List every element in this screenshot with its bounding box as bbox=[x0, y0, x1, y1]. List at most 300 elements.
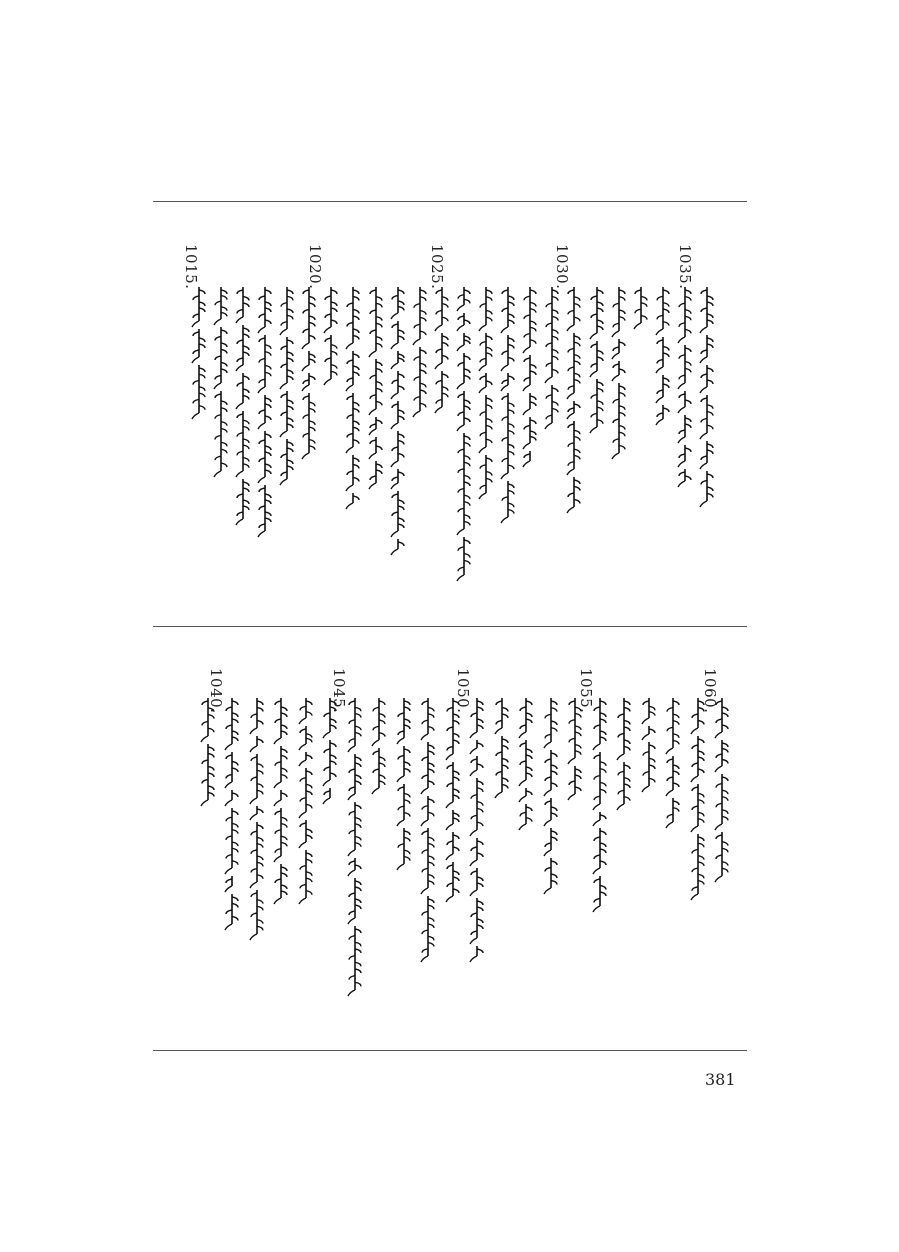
script-word bbox=[700, 365, 713, 393]
script-word bbox=[715, 740, 728, 772]
line-number-1030: 1030. bbox=[553, 244, 571, 290]
script-word bbox=[523, 393, 536, 415]
script-word bbox=[369, 359, 382, 415]
script-word bbox=[201, 698, 214, 742]
script-glyphs bbox=[297, 694, 315, 912]
script-word bbox=[612, 383, 625, 459]
script-word bbox=[457, 333, 470, 351]
script-word bbox=[391, 491, 404, 537]
verse-line bbox=[499, 283, 517, 531]
verse-line bbox=[632, 283, 650, 337]
line-number-1050: 1050. bbox=[454, 668, 472, 714]
script-word bbox=[567, 333, 580, 399]
script-word bbox=[470, 740, 483, 754]
script-word bbox=[225, 752, 238, 788]
script-word bbox=[250, 822, 263, 888]
script-word bbox=[250, 736, 263, 752]
line-number-1025: 1025. bbox=[428, 244, 446, 290]
middle-rule bbox=[153, 626, 747, 627]
script-word bbox=[225, 698, 238, 750]
script-word bbox=[413, 287, 426, 345]
script-word bbox=[495, 698, 508, 734]
script-glyphs bbox=[389, 283, 407, 563]
script-word bbox=[470, 838, 483, 866]
verse-line bbox=[199, 694, 217, 814]
script-word bbox=[457, 353, 470, 389]
script-word bbox=[258, 335, 271, 393]
script-word bbox=[324, 335, 337, 385]
script-word bbox=[567, 421, 580, 475]
verse-line bbox=[455, 283, 473, 589]
line-number-1045: 1045. bbox=[330, 668, 348, 714]
script-glyphs bbox=[521, 283, 539, 475]
script-word bbox=[258, 287, 271, 333]
script-glyphs bbox=[300, 283, 318, 467]
script-word bbox=[346, 455, 359, 491]
script-word bbox=[568, 698, 581, 764]
script-word bbox=[678, 445, 691, 467]
script-word bbox=[612, 339, 625, 359]
script-glyphs bbox=[321, 694, 339, 812]
script-word bbox=[715, 698, 728, 738]
script-word bbox=[236, 479, 249, 525]
script-word bbox=[421, 828, 434, 894]
verse-line bbox=[419, 694, 437, 970]
verse-line bbox=[591, 694, 609, 920]
script-glyphs bbox=[256, 283, 274, 545]
bottom-rule bbox=[153, 1050, 747, 1051]
script-word bbox=[593, 698, 606, 750]
script-word bbox=[678, 415, 691, 443]
script-word bbox=[501, 481, 514, 523]
script-word bbox=[501, 393, 514, 479]
script-glyphs bbox=[517, 694, 535, 838]
verse-line bbox=[615, 694, 633, 818]
script-word bbox=[323, 788, 330, 804]
script-word bbox=[348, 698, 361, 752]
script-word bbox=[250, 890, 263, 940]
script-word bbox=[446, 810, 459, 830]
script-glyphs bbox=[433, 283, 451, 421]
script-word bbox=[700, 441, 713, 469]
verse-line bbox=[664, 694, 682, 836]
script-glyphs bbox=[542, 694, 560, 902]
script-word bbox=[617, 698, 630, 760]
script-glyphs bbox=[370, 694, 388, 802]
script-word bbox=[567, 287, 580, 331]
script-word bbox=[567, 477, 580, 513]
script-glyphs bbox=[199, 694, 217, 814]
script-word bbox=[519, 804, 532, 830]
verse-line bbox=[297, 694, 315, 912]
script-word bbox=[225, 876, 232, 892]
verse-line bbox=[493, 694, 511, 806]
script-word bbox=[666, 756, 679, 796]
script-word bbox=[192, 365, 205, 419]
script-word bbox=[593, 876, 606, 912]
script-word bbox=[523, 287, 536, 353]
script-word bbox=[470, 698, 483, 738]
script-word bbox=[642, 742, 655, 792]
verse-line bbox=[234, 283, 252, 533]
script-word bbox=[236, 411, 249, 477]
script-word bbox=[391, 287, 404, 319]
line-number-1055: 1055. bbox=[577, 668, 595, 714]
script-word bbox=[397, 784, 410, 826]
script-glyphs bbox=[676, 283, 694, 495]
script-word bbox=[397, 746, 410, 782]
script-word bbox=[421, 698, 434, 740]
script-word bbox=[280, 337, 293, 389]
script-word bbox=[457, 391, 470, 431]
script-word bbox=[274, 746, 287, 788]
script-word bbox=[446, 698, 459, 760]
script-word bbox=[299, 820, 312, 848]
script-word bbox=[346, 351, 359, 391]
script-word bbox=[519, 740, 532, 786]
script-word bbox=[457, 287, 470, 311]
script-word bbox=[656, 405, 669, 425]
script-word bbox=[225, 894, 238, 930]
script-word bbox=[369, 287, 382, 357]
script-word bbox=[593, 812, 606, 826]
script-word bbox=[369, 461, 382, 489]
script-word bbox=[523, 451, 530, 467]
verse-line bbox=[370, 694, 388, 802]
verse-line bbox=[272, 694, 290, 912]
script-word bbox=[299, 768, 312, 818]
script-glyphs bbox=[713, 694, 731, 890]
script-word bbox=[214, 327, 227, 389]
script-word bbox=[567, 401, 580, 419]
script-word bbox=[274, 864, 287, 904]
verse-line bbox=[468, 694, 486, 970]
script-word bbox=[642, 698, 655, 724]
verse-line bbox=[588, 283, 606, 441]
script-glyphs bbox=[689, 694, 707, 908]
script-word bbox=[323, 740, 336, 786]
script-glyphs bbox=[654, 283, 672, 433]
script-word bbox=[250, 754, 263, 804]
script-word bbox=[299, 726, 312, 750]
script-word bbox=[470, 898, 483, 944]
script-word bbox=[691, 784, 704, 832]
script-word bbox=[369, 417, 382, 435]
script-glyphs bbox=[444, 694, 462, 910]
script-word bbox=[666, 698, 679, 754]
script-word bbox=[421, 796, 434, 826]
script-word bbox=[346, 393, 359, 453]
script-word bbox=[435, 333, 448, 369]
script-glyphs bbox=[322, 283, 340, 393]
script-word bbox=[348, 802, 361, 856]
verse-line bbox=[566, 694, 584, 808]
verse-line bbox=[278, 283, 296, 493]
script-word bbox=[656, 337, 669, 373]
script-word bbox=[479, 287, 492, 331]
verse-line bbox=[223, 694, 241, 938]
script-word bbox=[391, 371, 404, 399]
verse-line bbox=[698, 283, 716, 515]
script-glyphs bbox=[477, 283, 495, 507]
script-word bbox=[470, 756, 483, 776]
script-word bbox=[201, 744, 214, 806]
script-word bbox=[590, 379, 603, 433]
script-word bbox=[700, 287, 713, 333]
verse-line bbox=[321, 694, 339, 812]
script-word bbox=[656, 287, 669, 335]
script-word bbox=[446, 862, 459, 902]
verse-line bbox=[395, 694, 413, 878]
script-word bbox=[678, 345, 691, 389]
verse-line bbox=[713, 694, 731, 890]
line-number-1015: 1015. bbox=[182, 244, 200, 290]
page-number: 381 bbox=[705, 1070, 736, 1089]
script-glyphs bbox=[395, 694, 413, 878]
verse-line bbox=[444, 694, 462, 910]
script-word bbox=[302, 373, 315, 391]
script-word bbox=[397, 698, 410, 744]
verse-line bbox=[322, 283, 340, 393]
script-glyphs bbox=[588, 283, 606, 441]
script-word bbox=[413, 347, 426, 417]
script-word bbox=[700, 395, 713, 439]
script-word bbox=[544, 798, 557, 826]
script-glyphs bbox=[344, 283, 362, 517]
script-word bbox=[236, 325, 249, 371]
script-word bbox=[369, 437, 382, 459]
script-word bbox=[214, 391, 227, 477]
verse-line bbox=[256, 283, 274, 545]
script-word bbox=[397, 828, 410, 870]
script-word bbox=[495, 736, 508, 798]
script-glyphs bbox=[640, 694, 658, 800]
script-glyphs bbox=[610, 283, 628, 467]
script-word bbox=[258, 485, 271, 537]
script-word bbox=[446, 762, 459, 808]
line-number-1035: 1035. bbox=[676, 244, 694, 290]
script-glyphs bbox=[698, 283, 716, 515]
script-glyphs bbox=[419, 694, 437, 970]
verse-line bbox=[610, 283, 628, 467]
script-word bbox=[678, 287, 691, 343]
script-word bbox=[391, 469, 404, 489]
script-word bbox=[545, 287, 558, 383]
script-word bbox=[302, 351, 315, 371]
script-word bbox=[523, 417, 536, 449]
script-word bbox=[479, 455, 492, 499]
script-word bbox=[280, 391, 293, 437]
script-word bbox=[501, 373, 514, 391]
script-glyphs bbox=[566, 694, 584, 808]
script-glyphs bbox=[223, 694, 241, 938]
script-word bbox=[274, 808, 287, 862]
script-word bbox=[280, 439, 293, 485]
script-word bbox=[302, 287, 315, 349]
script-word bbox=[691, 834, 704, 900]
script-word bbox=[348, 878, 361, 924]
script-word bbox=[544, 858, 557, 894]
script-word bbox=[691, 698, 704, 734]
line-number-1060: 1060. bbox=[701, 668, 719, 714]
verse-line bbox=[640, 694, 658, 800]
script-glyphs bbox=[455, 283, 473, 589]
script-word bbox=[280, 287, 293, 335]
script-glyphs bbox=[367, 283, 385, 497]
script-word bbox=[544, 828, 557, 856]
script-word bbox=[299, 752, 312, 766]
script-word bbox=[479, 333, 492, 371]
script-word bbox=[250, 698, 263, 734]
verse-line bbox=[543, 283, 561, 437]
top-rule bbox=[153, 201, 747, 202]
script-word bbox=[501, 335, 514, 371]
script-word bbox=[519, 698, 532, 738]
script-word bbox=[678, 391, 691, 413]
script-word bbox=[593, 752, 606, 810]
script-word bbox=[715, 832, 728, 882]
script-word bbox=[691, 736, 704, 782]
script-word bbox=[593, 828, 606, 874]
script-word bbox=[700, 335, 713, 363]
script-glyphs bbox=[248, 694, 266, 948]
verse-line bbox=[689, 694, 707, 908]
script-word bbox=[435, 287, 448, 331]
verse-line bbox=[521, 283, 539, 475]
script-word bbox=[421, 896, 434, 962]
script-word bbox=[372, 748, 385, 794]
script-word bbox=[323, 698, 336, 738]
script-word bbox=[590, 287, 603, 339]
script-word bbox=[457, 433, 470, 535]
script-word bbox=[192, 329, 205, 363]
script-word bbox=[348, 926, 361, 996]
verse-line bbox=[542, 694, 560, 902]
script-word bbox=[348, 754, 361, 800]
script-word bbox=[391, 321, 404, 349]
script-word bbox=[470, 868, 483, 896]
script-word bbox=[446, 832, 459, 860]
script-word bbox=[457, 537, 470, 581]
script-word bbox=[236, 373, 249, 409]
script-word bbox=[612, 287, 625, 337]
script-word bbox=[678, 469, 691, 487]
verse-line bbox=[346, 694, 364, 1004]
verse-line bbox=[433, 283, 451, 421]
script-glyphs bbox=[493, 694, 511, 806]
verse-line bbox=[389, 283, 407, 563]
line-number-1040: 1040. bbox=[207, 668, 225, 714]
script-word bbox=[225, 808, 238, 874]
script-word bbox=[501, 287, 514, 333]
script-word bbox=[258, 431, 271, 483]
verse-line bbox=[477, 283, 495, 507]
script-glyphs bbox=[565, 283, 583, 521]
script-word bbox=[421, 742, 434, 794]
script-glyphs bbox=[272, 694, 290, 912]
verse-line bbox=[565, 283, 583, 521]
script-glyphs bbox=[411, 283, 429, 425]
line-number-1020: 1020. bbox=[306, 244, 324, 290]
script-word bbox=[612, 361, 625, 381]
script-word bbox=[372, 698, 385, 746]
script-word bbox=[299, 850, 312, 904]
verse-line bbox=[300, 283, 318, 467]
script-word bbox=[470, 778, 483, 836]
verse-line bbox=[344, 283, 362, 517]
script-word bbox=[479, 395, 492, 453]
script-word bbox=[634, 287, 647, 329]
script-word bbox=[479, 373, 492, 393]
script-word bbox=[545, 385, 558, 429]
script-word bbox=[700, 471, 713, 507]
script-word bbox=[656, 375, 669, 403]
script-word bbox=[435, 371, 448, 413]
script-glyphs bbox=[543, 283, 561, 437]
script-glyphs bbox=[632, 283, 650, 337]
script-glyphs bbox=[234, 283, 252, 533]
script-glyphs bbox=[664, 694, 682, 836]
script-word bbox=[715, 774, 728, 830]
script-word bbox=[274, 698, 287, 744]
script-word bbox=[391, 351, 404, 369]
script-word bbox=[523, 355, 536, 391]
script-word bbox=[236, 287, 249, 323]
script-word bbox=[457, 313, 470, 331]
script-word bbox=[666, 798, 679, 828]
script-glyphs bbox=[591, 694, 609, 920]
verse-line bbox=[654, 283, 672, 433]
script-word bbox=[250, 806, 263, 820]
script-word bbox=[302, 393, 315, 459]
script-word bbox=[348, 858, 361, 876]
script-word bbox=[391, 431, 404, 467]
verse-line bbox=[517, 694, 535, 838]
script-word bbox=[324, 287, 337, 333]
script-word bbox=[225, 790, 238, 806]
script-word bbox=[642, 726, 655, 740]
script-word bbox=[568, 766, 581, 800]
script-word bbox=[346, 493, 359, 509]
script-word bbox=[391, 401, 404, 429]
script-word bbox=[544, 698, 557, 748]
script-word bbox=[470, 946, 483, 962]
script-word bbox=[590, 341, 603, 377]
verse-line bbox=[676, 283, 694, 495]
script-glyphs bbox=[468, 694, 486, 970]
script-word bbox=[214, 287, 227, 325]
script-glyphs bbox=[346, 694, 364, 1004]
script-word bbox=[274, 790, 287, 806]
script-word bbox=[519, 788, 532, 802]
script-word bbox=[346, 287, 359, 349]
script-glyphs bbox=[499, 283, 517, 531]
verse-line bbox=[248, 694, 266, 948]
script-word bbox=[617, 762, 630, 810]
script-word bbox=[544, 750, 557, 796]
script-word bbox=[192, 287, 205, 327]
verse-line bbox=[411, 283, 429, 425]
script-word bbox=[258, 395, 271, 429]
script-glyphs bbox=[212, 283, 230, 485]
script-glyphs bbox=[190, 283, 208, 427]
script-word bbox=[299, 698, 312, 724]
script-glyphs bbox=[278, 283, 296, 493]
verse-line bbox=[212, 283, 230, 485]
verse-line bbox=[190, 283, 208, 427]
script-word bbox=[391, 539, 404, 555]
verse-line bbox=[367, 283, 385, 497]
